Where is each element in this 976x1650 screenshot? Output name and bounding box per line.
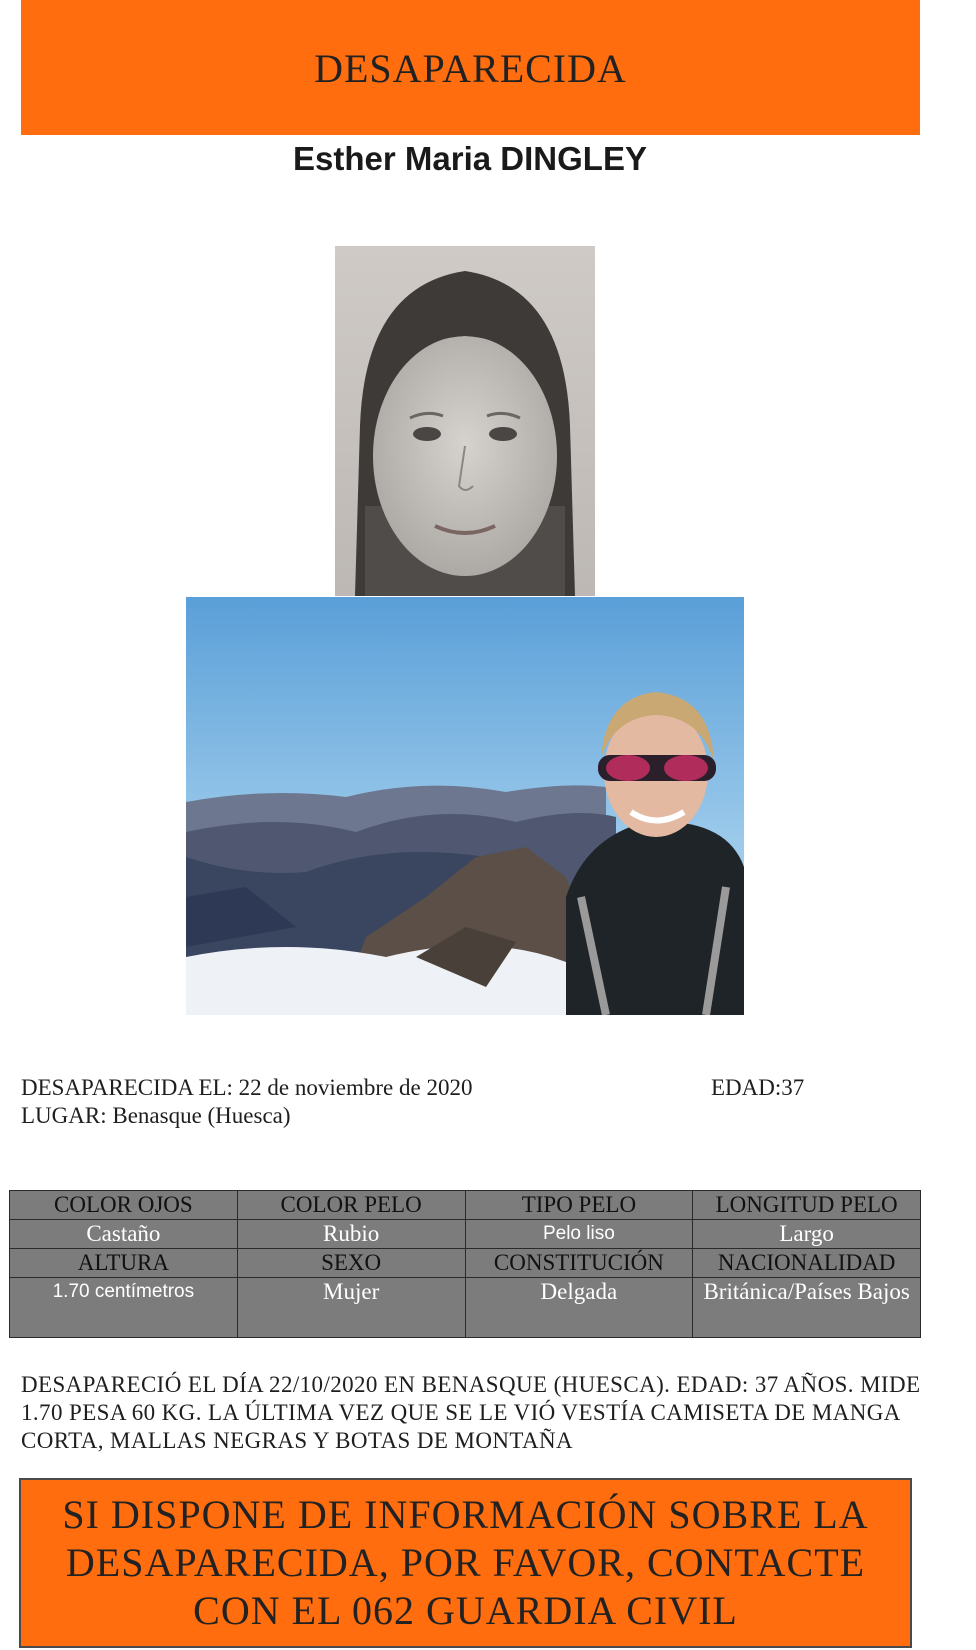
description-paragraph: DESAPARECIÓ EL DÍA 22/10/2020 EN BENASQUE (HUESCA). EDAD: 37 AÑOS. MIDE 1.70 PESA 60 KG. LA ÚLTIMA VEZ QUE SE LE VIÓ VESTÍA CAMISETA DE MANGA CORTA, MALLAS NEGRAS Y BOTAS DE MONTAÑA xyxy=(21,1372,921,1453)
place-label: LUGAR: Benasque (Huesca) xyxy=(21,1103,291,1128)
table-value-cell: Delgada xyxy=(465,1278,693,1338)
table-header-cell: CONSTITUCIÓN xyxy=(465,1249,693,1278)
table-row xyxy=(10,1220,921,1249)
table-value-cell: Largo xyxy=(693,1220,921,1249)
table-value-cell: 1.70 centímetros xyxy=(10,1278,238,1338)
table-value-cell: Castaño xyxy=(10,1220,238,1249)
table-row xyxy=(10,1249,921,1278)
table-value-cell: Pelo liso xyxy=(465,1220,693,1249)
missing-date: DESAPARECIDA EL: 22 de noviembre de 2020 xyxy=(21,1075,473,1100)
contact-banner xyxy=(19,1478,912,1648)
table-header-cell: LONGITUD PELO xyxy=(693,1191,921,1220)
table-header-cell: SEXO xyxy=(237,1249,465,1278)
table-row xyxy=(10,1278,921,1338)
portrait-photo xyxy=(335,246,595,596)
banner-title: DESAPARECIDA xyxy=(314,46,627,91)
mountain-selfie-photo xyxy=(186,597,744,1015)
description-table xyxy=(9,1190,921,1338)
person-name: Esther Maria DINGLEY xyxy=(293,140,647,177)
top-banner xyxy=(21,0,920,135)
table-header-cell: COLOR OJOS xyxy=(10,1191,238,1220)
contact-line-2: DESAPARECIDA, POR FAVOR, CONTACTE xyxy=(65,1540,866,1585)
contact-line-3: CON EL 062 GUARDIA CIVIL xyxy=(193,1588,738,1633)
table-value-cell: Mujer xyxy=(237,1278,465,1338)
portrait-illustration xyxy=(335,246,595,596)
age-label: EDAD:37 xyxy=(711,1075,805,1100)
table-row xyxy=(10,1191,921,1220)
table-header-cell: COLOR PELO xyxy=(237,1191,465,1220)
table-header-cell: ALTURA xyxy=(10,1249,238,1278)
table-header-cell: NACIONALIDAD xyxy=(693,1249,921,1278)
table-value-cell: Rubio xyxy=(237,1220,465,1249)
table-header-cell: TIPO PELO xyxy=(465,1191,693,1220)
contact-line-1: SI DISPONE DE INFORMACIÓN SOBRE LA xyxy=(62,1492,869,1537)
contact-text xyxy=(62,1491,868,1635)
landscape-illustration xyxy=(186,597,744,1015)
table-value-cell: Británica/Países Bajos xyxy=(693,1278,921,1338)
